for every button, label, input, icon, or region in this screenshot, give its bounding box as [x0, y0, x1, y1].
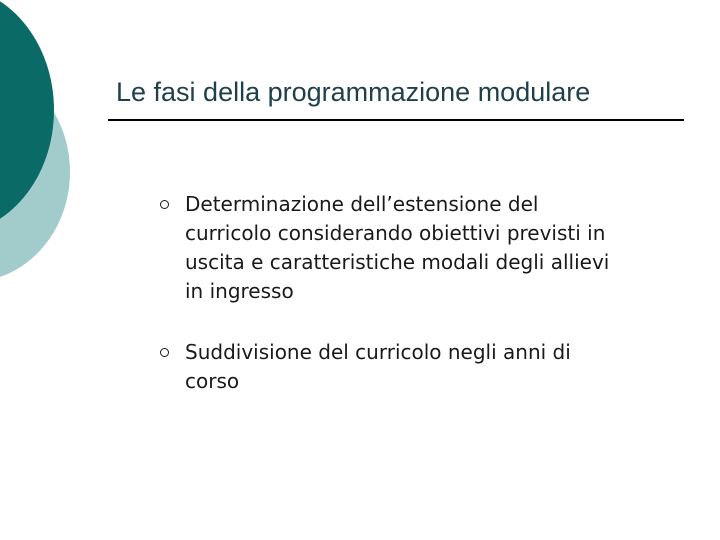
slide-title: Le fasi della programmazione modulare — [116, 77, 591, 107]
title-underline — [108, 119, 684, 121]
hollow-circle-bullet-icon — [160, 200, 169, 209]
bullet-list — [160, 190, 630, 428]
bullet-item — [160, 338, 630, 396]
decorative-circles — [0, 0, 120, 300]
bullet-text: Determinazione dell’estensione del curricolo considerando obiettivi previsti in uscita e caratteristiche modali degli allievi in ingresso — [185, 192, 610, 303]
bullet-item — [160, 190, 630, 306]
hollow-circle-bullet-icon — [160, 348, 169, 357]
bullet-text: Suddivisione del curricolo negli anni di corso — [185, 340, 571, 393]
